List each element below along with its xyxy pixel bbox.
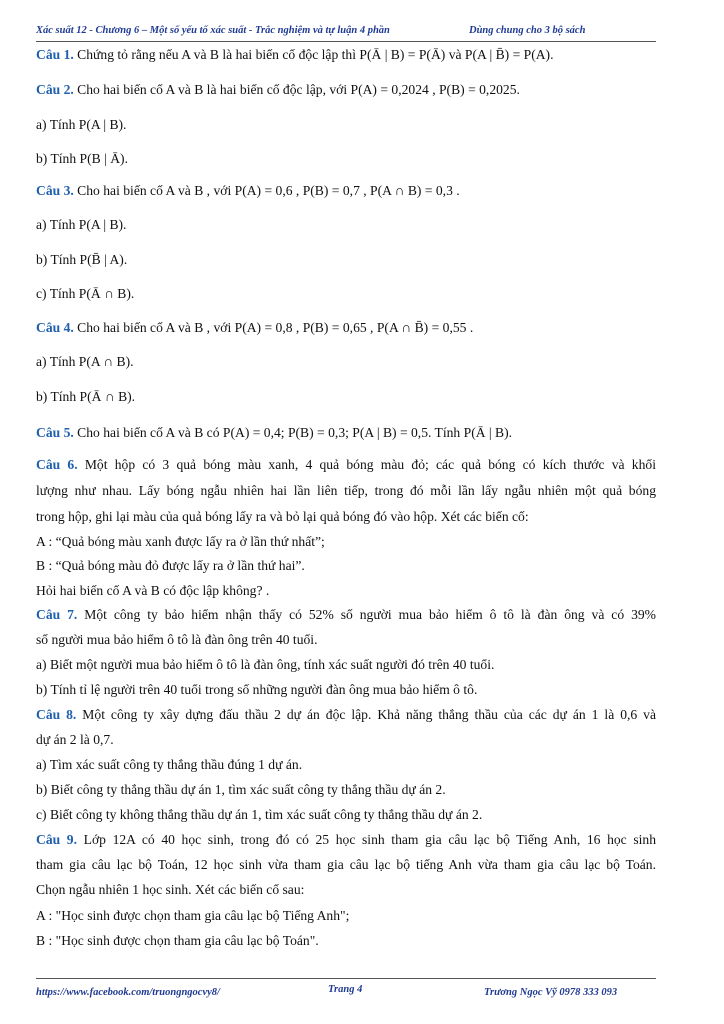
question-4: Câu 4. Cho hai biến cố A và B , với P(A) = 0,8 , P(B) = 0,65 , P(A ∩ B̄) = 0,55 . [36,320,474,335]
event-b: B : “Quả bóng màu đỏ được lấy ra ở lần thứ hai”. [36,558,305,573]
event-b: B : "Học sinh được chọn tham gia câu lạc bộ Toán". [36,933,319,948]
sub-question: b) Tính P(B̄ | A). [36,252,128,267]
sub-question: b) Biết công ty thắng thầu dự án 1, tìm xác suất công ty thắng thầu dự án 2. [36,782,446,797]
question-2: Câu 2. Cho hai biến cố A và B là hai biến cố độc lập, với P(A) = 0,2024 , P(B) = 0,2025. [36,82,520,97]
event-a: A : "Học sinh được chọn tham gia câu lạc bộ Tiếng Anh"; [36,908,350,923]
page-footer [36,978,656,1000]
question-6: Câu 6. Một hộp có 3 quả bóng màu xanh, 4 quả bóng màu đỏ; các quả bóng có kích thước và khối [36,457,656,472]
sub-question: b) Tính P(B | Ā). [36,151,128,166]
sub-question: a) Tìm xác suất công ty thắng thầu đúng 1 dự án. [36,757,303,772]
facebook-link[interactable]: https://www.facebook.com/truongngocvy8/ [36,987,220,998]
sub-question: a) Tính P(A ∩ B). [36,354,134,369]
event-a: A : “Quả bóng màu xanh được lấy ra ở lần thứ nhất”; [36,534,325,549]
question-1: Câu 1. Chứng tỏ rằng nếu A và B là hai biến cố độc lập thì P(Ā | B) = P(Ā) và P(A | B̄) = P(A). [36,47,554,62]
sub-question: b) Tính tỉ lệ người trên 40 tuổi trong số những người đàn ông mua bảo hiểm ô tô. [36,682,478,697]
paragraph-line: tham gia câu lạc bộ Toán, 12 học sinh vừa tham gia câu lạc bộ tiếng Anh vừa tham gia câu lạc bộ Toán. [36,857,656,872]
author-contact: Trương Ngọc Vỹ 0978 333 093 [484,987,618,998]
sub-question: a) Biết một người mua bảo hiểm ô tô là đàn ông, tính xác suất người đó trên 40 tuổi. [36,657,495,672]
paragraph-line: Hỏi hai biến cố A và B có độc lập không? . [36,583,270,598]
page-number: Trang 4 [328,984,363,995]
sub-question: a) Tính P(A | B). [36,217,127,232]
paragraph-line: Chọn ngẫu nhiên 1 học sinh. Xét các biến cố sau: [36,882,305,897]
question-5: Câu 5. Cho hai biến cố A và B có P(A) = 0,4; P(B) = 0,3; P(A | B) = 0,5. Tính P(Ā | B). [36,425,513,440]
paragraph-line: lượng như nhau. Lấy bóng ngẫu nhiên hai lần liên tiếp, trong đó mỗi lần lấy ngẫu nhiên một quả bóng [36,483,656,498]
sub-question: b) Tính P(Ā ∩ B). [36,389,136,404]
header-title: Xác suất 12 - Chương 6 – Một số yếu tố xác suất - Trắc nghiệm và tự luận 4 phần [36,25,390,36]
paragraph-line: dự án 2 là 0,7. [36,732,114,747]
question-7: Câu 7. Một công ty bảo hiểm nhận thấy có 52% số người mua bảo hiểm ô tô là đàn ông và có 39% [36,607,656,622]
question-8: Câu 8. Một công ty xây dựng đấu thầu 2 dự án độc lập. Khả năng thắng thầu của các dự án 1 là 0,6 và [36,707,656,722]
question-9: Câu 9. Lớp 12A có 40 học sinh, trong đó có 25 học sinh tham gia câu lạc bộ Tiếng Anh, 16 học sinh [36,832,656,847]
sub-question: c) Biết công ty không thắng thầu dự án 1, tìm xác suất công ty thắng thầu dự án 2. [36,807,483,822]
question-3: Câu 3. Cho hai biến cố A và B , với P(A) = 0,6 , P(B) = 0,7 , P(A ∩ B) = 0,3 . [36,183,460,198]
paragraph-line: số người mua bảo hiểm ô tô là đàn ông trên 40 tuổi. [36,632,318,647]
paragraph-line: trong hộp, ghi lại màu của quả bóng lấy ra và bỏ lại quả bóng đó vào hộp. Xét các biến cố: [36,509,529,524]
sub-question: a) Tính P(A | B). [36,117,127,132]
header-subtitle: Dùng chung cho 3 bộ sách [469,25,586,36]
sub-question: c) Tính P(Ā ∩ B). [36,286,135,301]
page-header [36,22,656,42]
